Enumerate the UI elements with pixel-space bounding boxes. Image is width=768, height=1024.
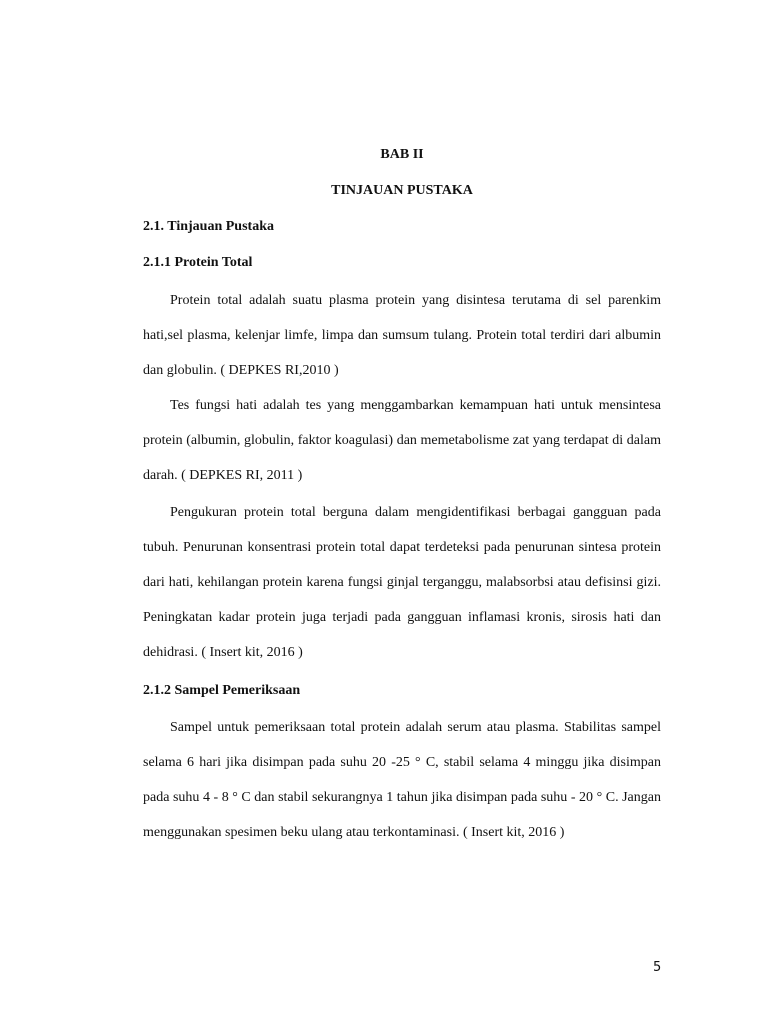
- paragraph: Sampel untuk pemeriksaan total protein adalah serum atau plasma. Stabilitas sampel selama 6 hari jika disimpan pada suhu 20 -25 ° C, stabil selama 4 minggu jika disimpan pada suhu 4 - 8 ° C dan stabil sekurangnya 1 tahun jika disimpan pada suhu - 20 ° C. Jangan menggunakan spesimen beku ulang atau terkontaminasi. ( Insert kit, 2016 ): [143, 720, 661, 840]
- subsection-heading-sampel-pemeriksaan: 2.1.2 Sampel Pemeriksaan: [143, 683, 301, 698]
- subsection-heading-protein-total: 2.1.1 Protein Total: [143, 255, 253, 270]
- paragraph: Protein total adalah suatu plasma protein yang disintesa terutama di sel parenkim hati,sel plasma, kelenjar limfe, limpa dan sumsum tulang. Protein total terdiri dari albumin dan globulin. ( DEPKES RI,2010 ): [143, 293, 661, 378]
- section-heading: 2.1. Tinjauan Pustaka: [143, 219, 274, 234]
- paragraph: Tes fungsi hati adalah tes yang menggambarkan kemampuan hati untuk mensintesa protein (albumin, globulin, faktor koagulasi) dan memetabolisme zat yang terdapat di dalam darah. ( DEPKES RI, 2011 ): [143, 398, 661, 483]
- chapter-title: TINJAUAN PUSTAKA: [331, 183, 473, 198]
- chapter-label: BAB II: [380, 147, 424, 162]
- paragraph: Pengukuran protein total berguna dalam mengidentifikasi berbagai gangguan pada tubuh. Penurunan konsentrasi protein total dapat terdeteksi pada penurunan sintesa protein dari hati, kehilangan protein karena fungsi ginjal terganggu, malabsorbsi atau defisinsi gizi. Peningkatan kadar protein juga terjadi pada gangguan inflamasi kronis, sirosis hati dan dehidrasi. ( Insert kit, 2016 ): [143, 505, 661, 660]
- page-number: 5: [653, 960, 662, 975]
